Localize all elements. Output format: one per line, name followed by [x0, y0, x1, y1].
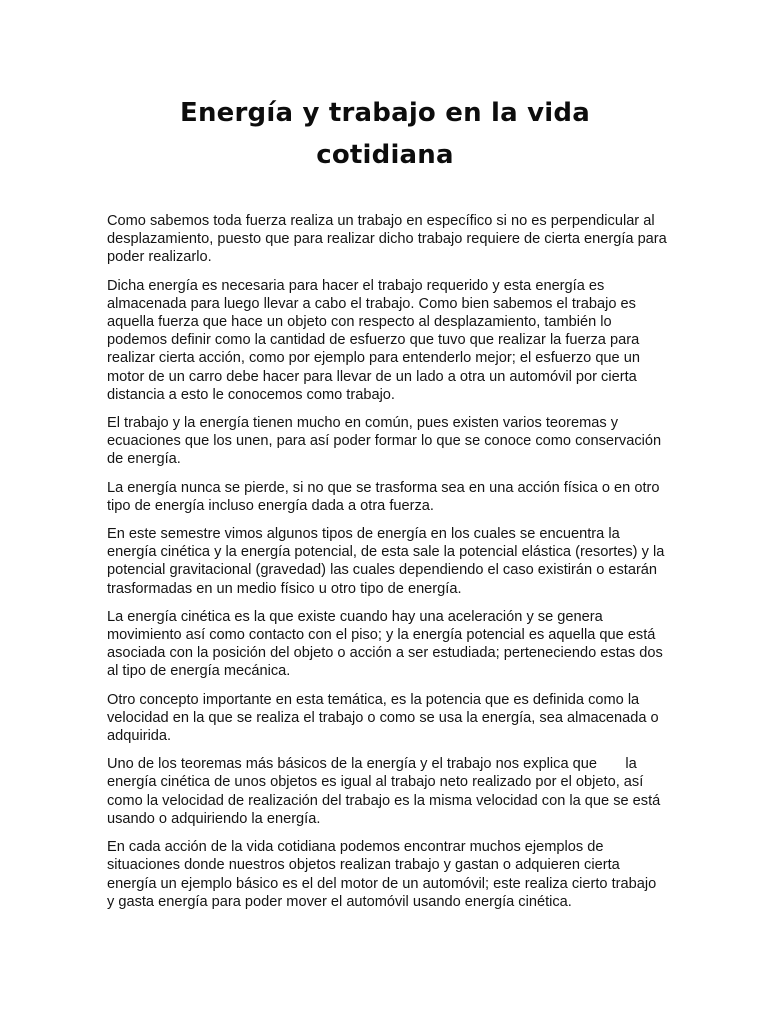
paragraph-7: Otro concepto importante en esta temática, es la potencia que es definida como la velocidad en la que se realiza el trabajo o como se usa la energía, sea almacenada o adquirida.: [107, 691, 659, 745]
paragraph-5: En este semestre vimos algunos tipos de energía en los cuales se encuentra la energía cinética y la energía potencial, de esta sale la potencial elástica (resortes) y la potencial gravitacional (gravedad) las cuales dependiendo el caso existirán o estarán trasformadas en un medio físico u otro tipo de energía.: [107, 526, 665, 597]
paragraph-1: Como sabemos toda fuerza realiza un trabajo en específico si no es perpendicular al desplazamiento, puesto que para realizar dicho trabajo requiere de cierta energía para poder realizarlo.: [107, 213, 667, 266]
paragraph-8: Uno de los teoremas más básicos de la energía y el trabajo nos explica que la energía cinética de unos objetos es igual al trabajo neto realizado por el objeto, así como la velocidad de realización del trabajo es la misma velocidad con la que se está usando o adquiriendo la energía.: [107, 756, 665, 827]
document-body: [107, 212, 667, 921]
paragraph-4: La energía nunca se pierde, si no que se trasforma sea en una acción física o en otro tipo de energía incluso energía dada a otra fuerza.: [107, 479, 660, 514]
paragraph-9: En cada acción de la vida cotidiana podemos encontrar muchos ejemplos de situaciones donde nuestros objetos realizan trabajo y gastan o adquieren cierta energía un ejemplo básico es el del motor de un automóvil; este realiza cierto trabajo y gasta energía para poder mover el automóvil usando energía cinética.: [107, 839, 657, 910]
paragraph-2: Dicha energía es necesaria para hacer el trabajo requerido y esta energía es almacenada para luego llevar a cabo el trabajo. Como bien sabemos el trabajo es aquella fuerza que hace un objeto con respecto al desplazamiento, también lo podemos definir como la cantidad de esfuerzo que tuvo que realizar la fuerza para realizar cierta acción, como por ejemplo para entenderlo mejor; el esfuerzo que un motor de un carro debe hacer para llevar de un lado a otra un automóvil por cierta distancia a esto le conocemos como trabajo.: [107, 277, 640, 403]
paragraph-3: El trabajo y la energía tienen mucho en común, pues existen varios teoremas y ecuaciones que los unen, para así poder formar lo que se conoce como conservación de energía.: [107, 415, 662, 468]
document-title: [140, 92, 630, 176]
paragraph-6: La energía cinética es la que existe cuando hay una aceleración y se genera movimiento así como contacto con el piso; y la energía potencial es aquella que está asociada con la posición del objeto o acción a ser estudiada; perteneciendo estas dos al tipo de energía mecánica.: [107, 608, 663, 680]
title-line-1: Energía y trabajo en la vida: [180, 98, 590, 128]
title-line-2: cotidiana: [316, 140, 454, 170]
